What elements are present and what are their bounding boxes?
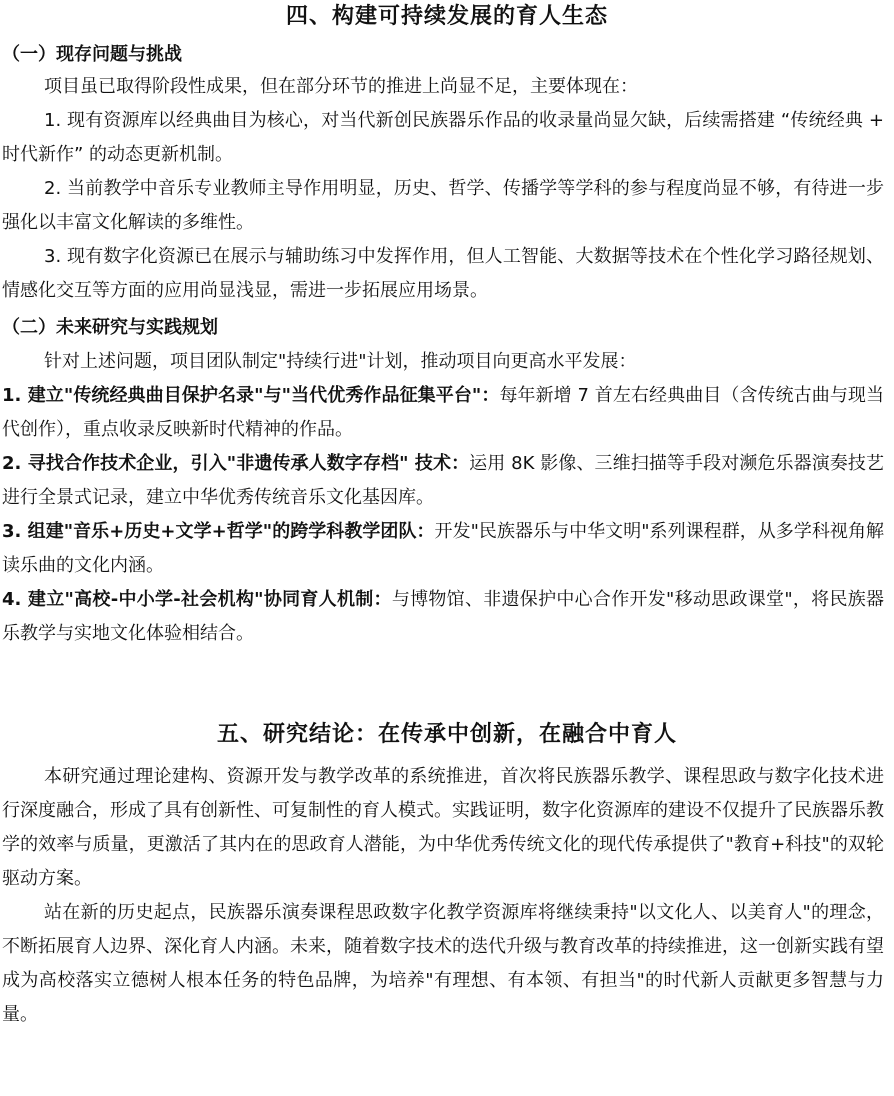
plan-intro: 针对上述问题，项目团队制定"持续行进"计划，推动项目向更高水平发展： — [44, 351, 637, 372]
subsection-1-heading: （一）现存问题与挑战 — [2, 44, 182, 65]
plan-item — [0, 379, 888, 447]
section-4-heading: 四、构建可持续发展的育人生态 — [285, 4, 608, 29]
conclusion-paragraph: 站在新的历史起点，民族器乐演奏课程思政数字化教学资源库将继续秉持"以文化人、以美育人"的理念，不断拓展育人边界、深化育人内涵。未来，随着数字技术的迭代升级与教育改革的持续推进，这一创新实践有望成为高校落实立德树人根本任务的特色品牌，为培养"有理想、有本领、有担当"的时代新人贡献更多智慧与力量。 — [2, 902, 884, 1025]
plan-item-text: 开发"民族器乐与中华文明"系列课程群，从多学科视角解读乐曲的文化内涵。 — [2, 521, 884, 576]
plan-item — [0, 515, 888, 583]
challenge-item: 2. 当前教学中音乐专业教师主导作用明显，历史、哲学、传播学等学科的参与程度尚显不够，有待进一步强化以丰富文化解读的多维性。 — [2, 178, 884, 233]
challenges-intro: 项目虽已取得阶段性成果，但在部分环节的推进上尚显不足，主要体现在： — [44, 76, 638, 97]
plan-item-lead: 1. 建立"传统经典曲目保护名录"与"当代优秀作品征集平台"： — [2, 385, 500, 406]
plan-item-text: 与博物馆、非遗保护中心合作开发"移动思政课堂"，将民族器乐教学与实地文化体验相结合。 — [2, 589, 885, 644]
conclusion-paragraph: 本研究通过理论建构、资源开发与教学改革的系统推进，首次将民族器乐教学、课程思政与数字化技术进行深度融合，形成了具有创新性、可复制性的育人模式。实践证明，数字化资源库的建设不仅提升了民族器乐教学的效率与质量，更激活了其内在的思政育人潜能，为中华优秀传统文化的现代传承提供了"教育+科技"的双轮驱动方案。 — [2, 766, 884, 889]
subsection-2-heading: （二）未来研究与实践规划 — [2, 317, 218, 338]
plan-item-text: 每年新增 7 首左右经典曲目（含传统古曲与现当代创作），重点收录反映新时代精神的作品。 — [2, 385, 884, 440]
challenge-item: 1. 现有资源库以经典曲目为核心，对当代新创民族器乐作品的收录量尚显欠缺，后续需搭建 “传统经典 + 时代新作” 的动态更新机制。 — [2, 110, 884, 165]
plan-block — [0, 345, 888, 651]
plan-item-text: 运用 8K 影像、三维扫描等手段对濒危乐器演奏技艺进行全景式记录，建立中华优秀传统音乐文化基因库。 — [2, 453, 884, 508]
challenges-block — [0, 70, 888, 308]
section-5-heading: 五、研究结论：在传承中创新，在融合中育人 — [216, 722, 677, 747]
plan-item-lead: 4. 建立"高校-中小学-社会机构"协同育人机制： — [2, 589, 392, 610]
conclusion-block — [0, 760, 888, 1032]
plan-item — [0, 447, 888, 515]
challenge-item: 3. 现有数字化资源已在展示与辅助练习中发挥作用，但人工智能、大数据等技术在个性化学习路径规划、情感化交互等方面的应用尚显浅显，需进一步拓展应用场景。 — [2, 246, 884, 301]
plan-item-lead: 3. 组建"音乐+历史+文学+哲学"的跨学科教学团队： — [2, 521, 435, 542]
plan-item — [0, 583, 888, 651]
plan-item-lead: 2. 寻找合作技术企业，引入"非遗传承人数字存档" 技术： — [2, 453, 470, 474]
